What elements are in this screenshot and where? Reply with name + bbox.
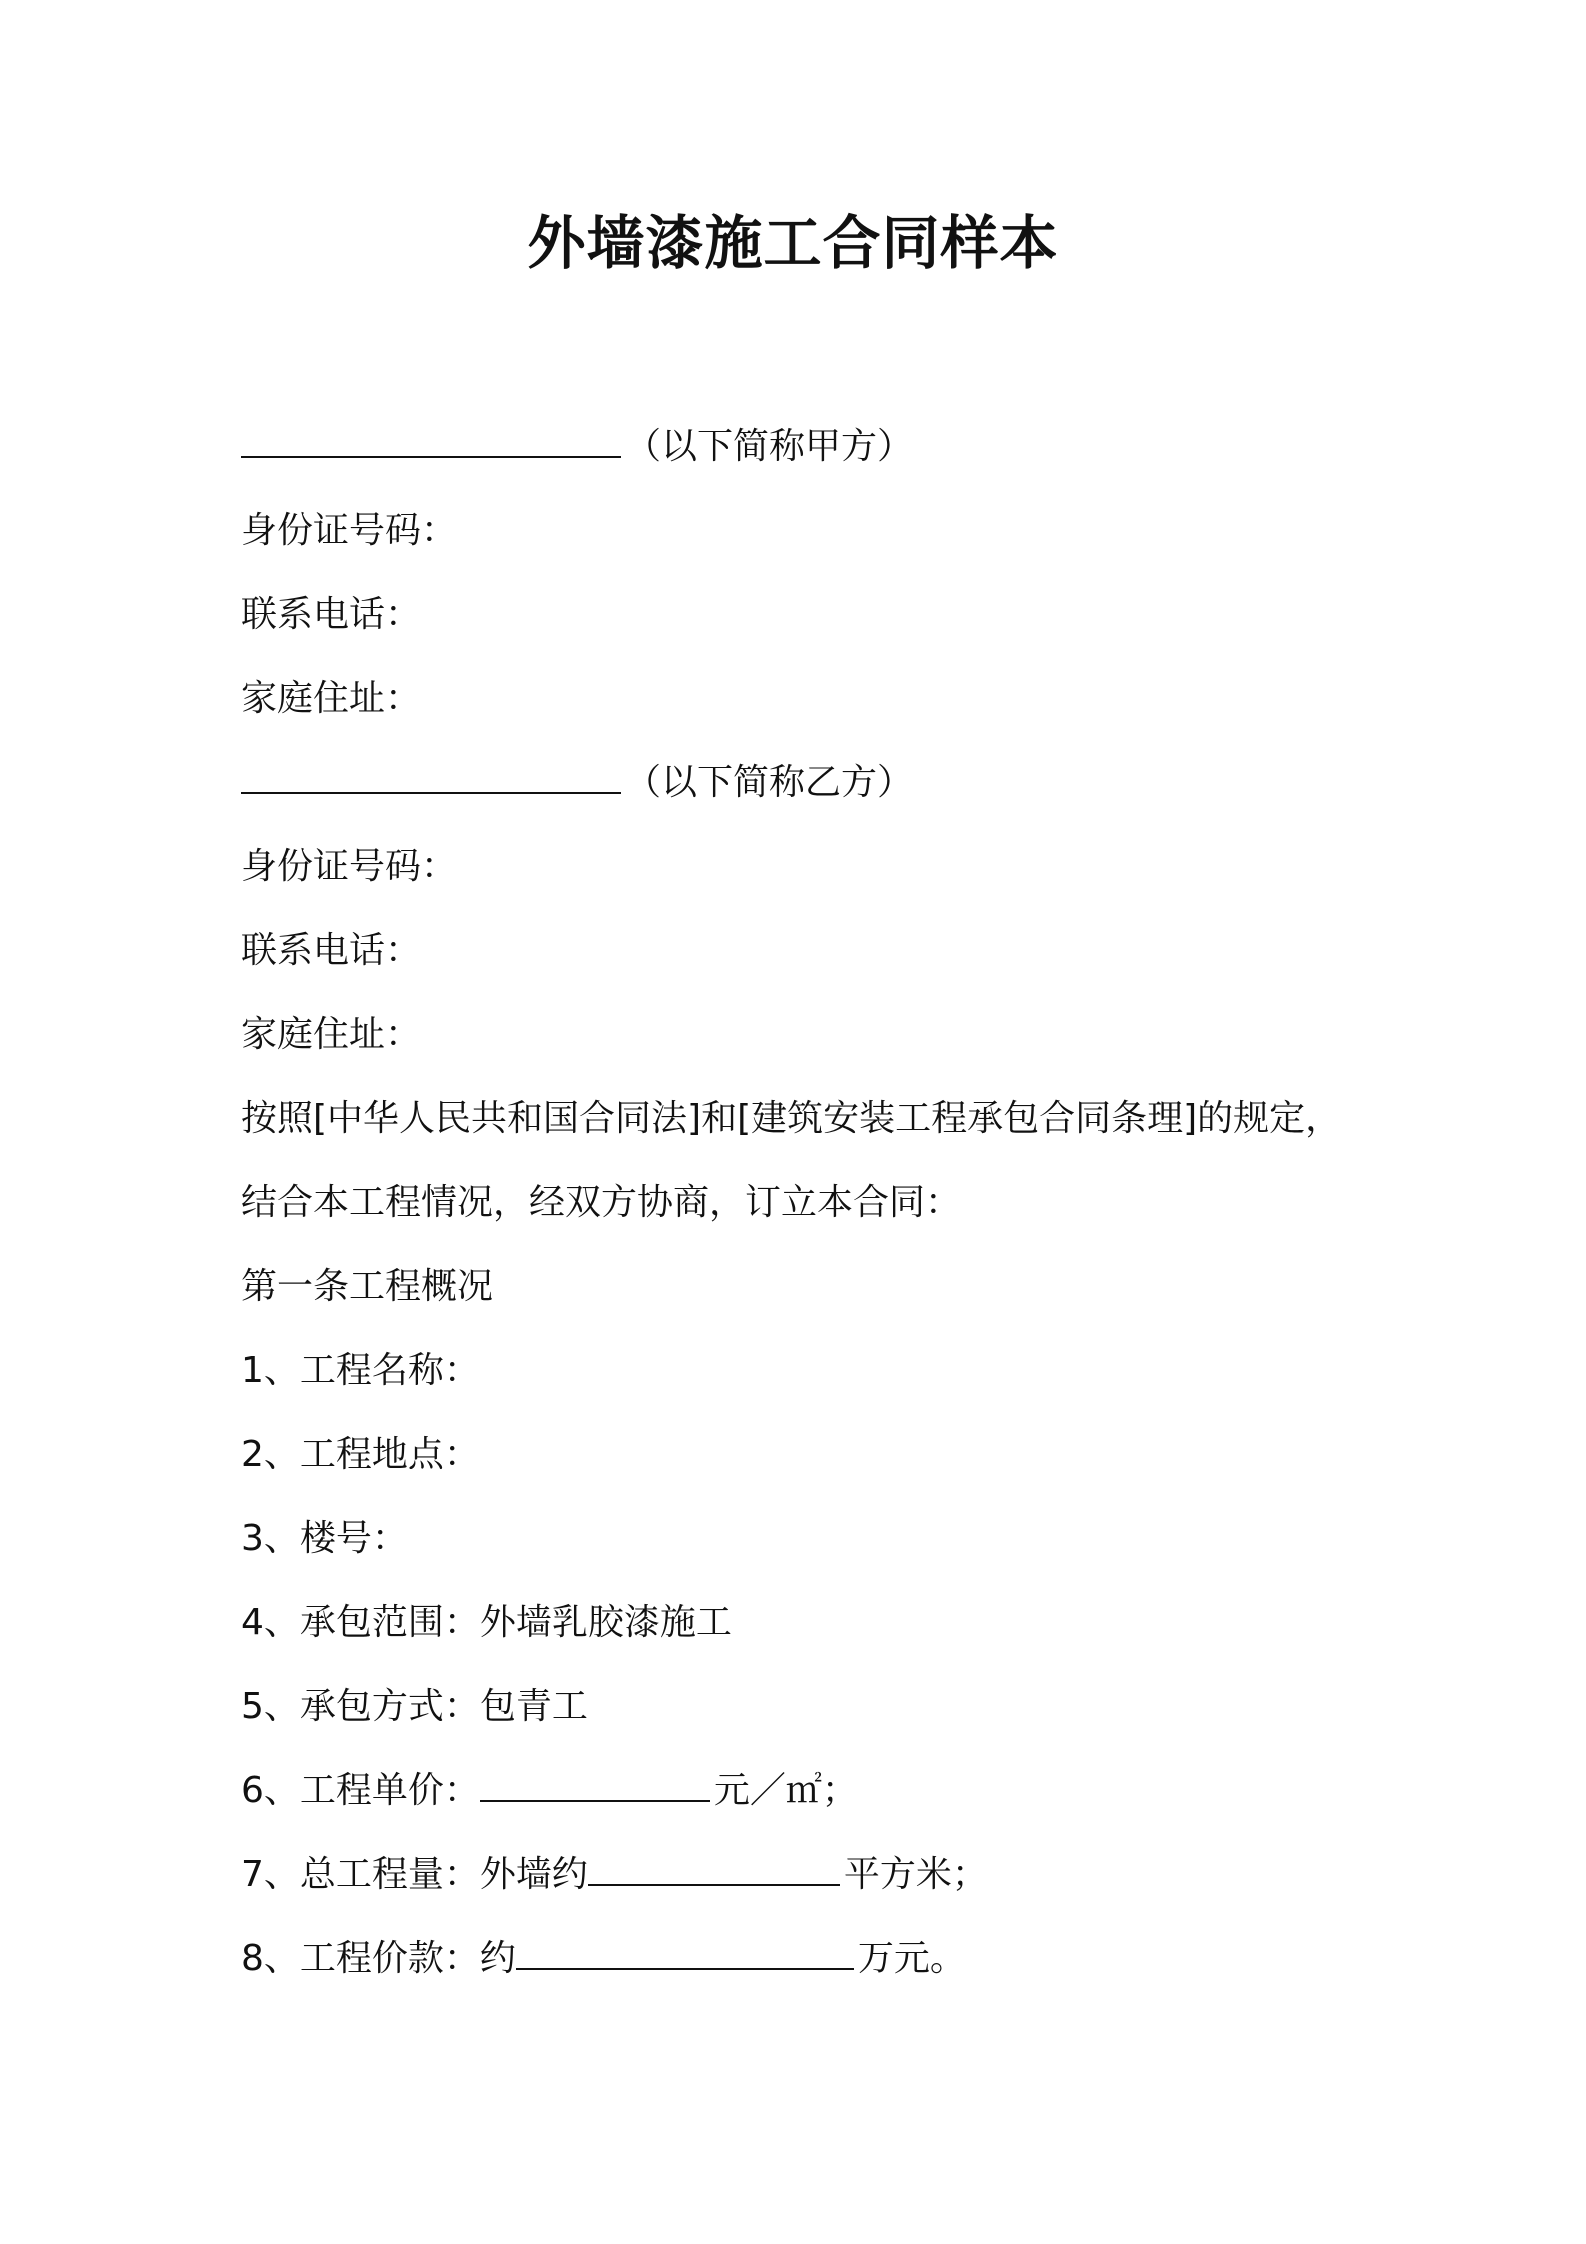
party-b-address: 家庭住址： bbox=[241, 1014, 422, 1055]
item-unit-price bbox=[241, 1749, 1401, 1833]
document-title: 外墙漆施工合同样本 bbox=[527, 209, 1059, 277]
party-a-id: 身份证号码： bbox=[241, 510, 458, 551]
party-a-phone: 联系电话： bbox=[241, 594, 422, 635]
party-b-phone: 联系电话： bbox=[241, 930, 422, 971]
party-b-id: 身份证号码： bbox=[241, 846, 458, 887]
party-b-alias: （以下简称乙方） bbox=[625, 762, 914, 803]
total-quantity-blank[interactable] bbox=[588, 1850, 840, 1886]
total-quantity-label: 7、总工程量：外墙约 bbox=[241, 1854, 588, 1895]
item-project-price bbox=[241, 1917, 1401, 2001]
total-quantity-unit: 平方米； bbox=[843, 1854, 988, 1895]
item-contract-scope: 4、承包范围：外墙乳胶漆施工 bbox=[241, 1602, 732, 1643]
project-price-label: 8、工程价款：约 bbox=[241, 1938, 516, 1979]
unit-price-blank[interactable] bbox=[480, 1766, 710, 1802]
preamble-line-2: 结合本工程情况，经双方协商，订立本合同： bbox=[241, 1182, 962, 1223]
item-project-name: 1、工程名称： bbox=[241, 1350, 480, 1391]
item-project-location: 2、工程地点： bbox=[241, 1434, 480, 1475]
party-b-line bbox=[241, 741, 1401, 825]
item-total-quantity bbox=[241, 1833, 1401, 1917]
project-price-blank[interactable] bbox=[516, 1934, 854, 1970]
unit-price-unit: 元／㎡； bbox=[713, 1770, 858, 1811]
party-a-name-blank[interactable] bbox=[241, 422, 621, 458]
party-a-address: 家庭住址： bbox=[241, 678, 422, 719]
party-a-line bbox=[241, 405, 1401, 489]
item-building-number: 3、楼号： bbox=[241, 1518, 408, 1559]
article-1-heading: 第一条工程概况 bbox=[241, 1266, 494, 1307]
unit-price-label: 6、工程单价： bbox=[241, 1770, 480, 1811]
preamble-line-1: 按照[中华人民共和国合同法]和[建筑安装工程承包合同条理]的规定， bbox=[241, 1098, 1342, 1139]
item-contract-method: 5、承包方式：包青工 bbox=[241, 1686, 588, 1727]
party-a-alias: （以下简称甲方） bbox=[625, 426, 914, 467]
document-body bbox=[241, 405, 1401, 2001]
party-b-name-blank[interactable] bbox=[241, 758, 621, 794]
project-price-unit: 万元。 bbox=[857, 1938, 966, 1979]
